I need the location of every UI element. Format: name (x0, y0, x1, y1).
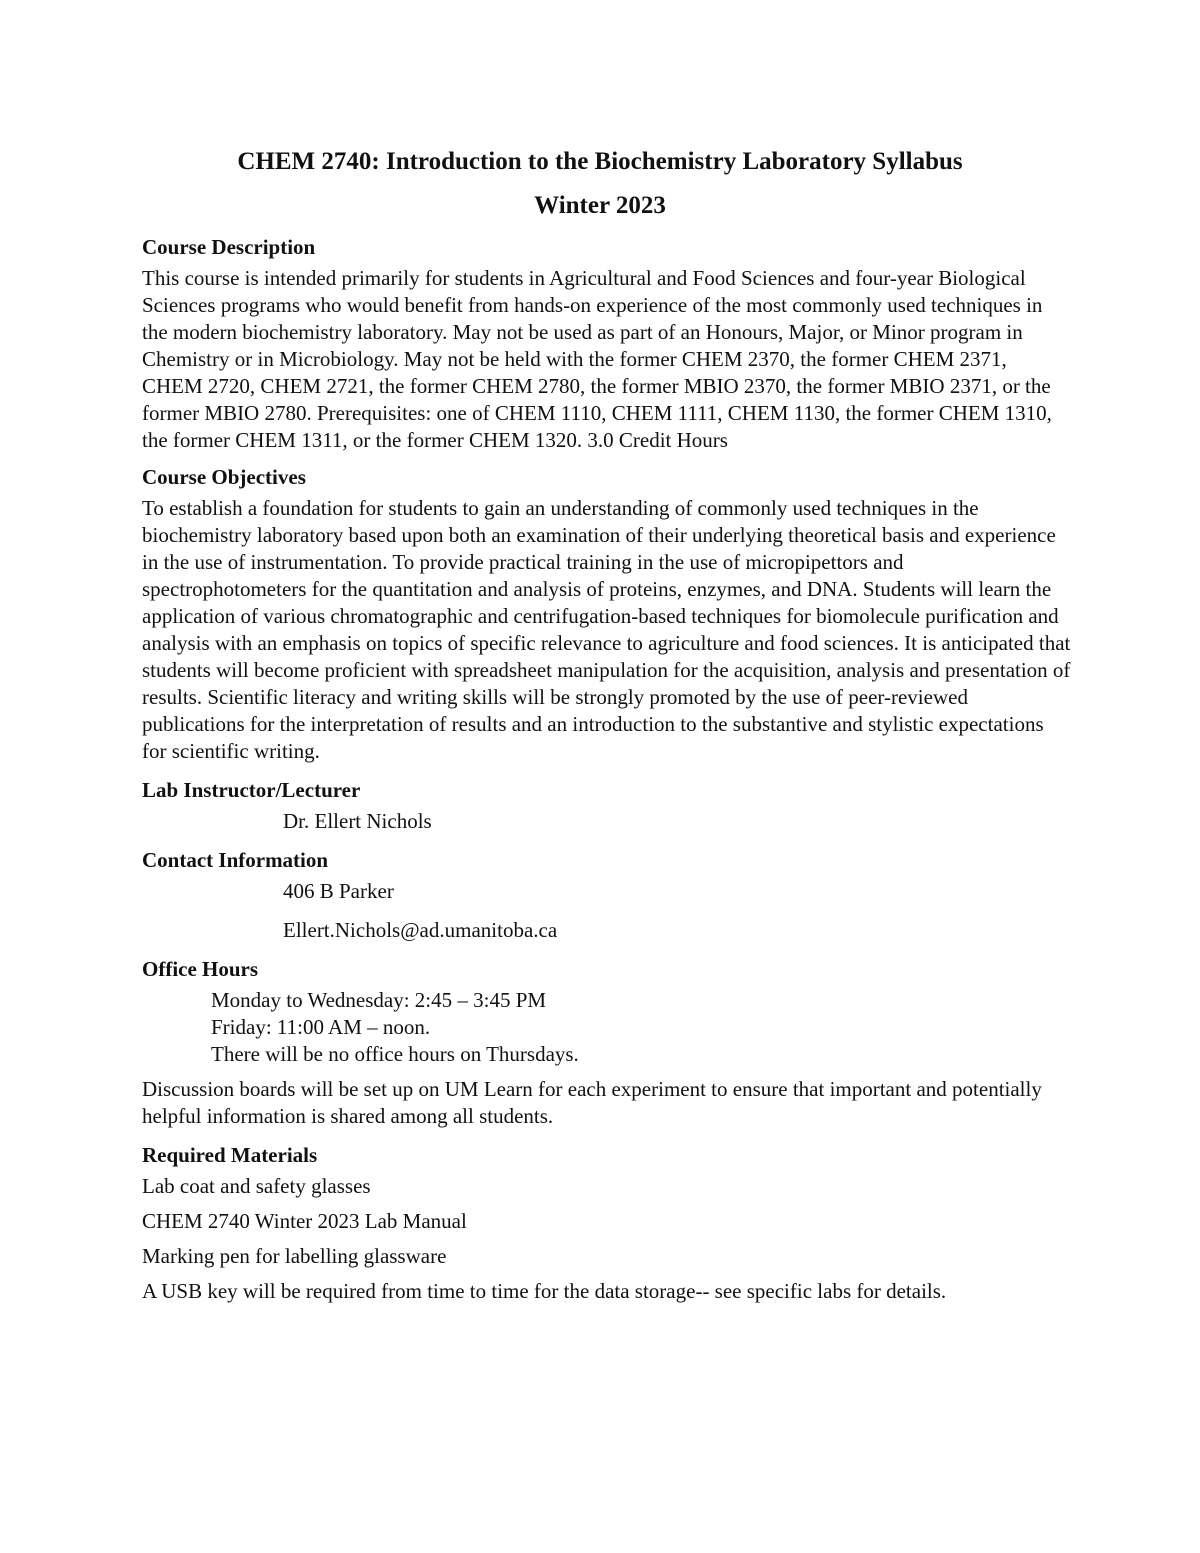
syllabus-page (142, 140, 1072, 1305)
material-item: A USB key will be required from time to time for the data storage-- see specific labs for details. (142, 1279, 947, 1303)
course-objectives-heading: Course Objectives (142, 465, 306, 489)
title-line-course: CHEM 2740: Introduction to the Biochemistry Laboratory Syllabus (237, 148, 963, 175)
course-description-section (142, 234, 1072, 454)
document-title (142, 140, 1058, 228)
office-hours-section (142, 956, 1072, 1068)
office-hours-heading: Office Hours (142, 957, 259, 981)
material-item: Lab coat and safety glasses (142, 1174, 371, 1198)
office-hours-line: Monday to Wednesday: 2:45 – 3:45 PM (211, 988, 547, 1012)
required-materials-section (142, 1142, 1072, 1305)
contact-office: 406 B Parker (283, 879, 394, 903)
instructor-name: Dr. Ellert Nichols (283, 809, 432, 833)
title-line-term: Winter 2023 (534, 192, 666, 219)
instructor-section (142, 777, 1072, 835)
material-item: Marking pen for labelling glassware (142, 1244, 447, 1268)
course-objectives-text: To establish a foundation for students to gain an understanding of commonly used techniques in the biochemistry laboratory based upon both an examination of their underlying theoretical basis and experience in the use of instrumentation. To provide practical training in the use of micropipettors and spectrophotometers for the quantitation and analysis of proteins, enzymes, and DNA. Students will learn the application of various chromatographic and centrifugation-based techniques for biomolecule purification and analysis with an emphasis on topics of specific relevance to agriculture and food sciences. It is anticipated that students will become proficient with spreadsheet manipulation for the acquisition, analysis and presentation of results. Scientific literacy and writing skills will be strongly promoted by the use of peer-reviewed publications for the interpretation of results and an introduction to the substantive and stylistic expectations for scientific writing. (142, 496, 1071, 763)
office-hours-line: Friday: 11:00 AM – noon. (211, 1015, 431, 1039)
course-description-heading: Course Description (142, 235, 316, 259)
office-hours-line: There will be no office hours on Thursdays. (211, 1042, 579, 1066)
instructor-heading: Lab Instructor/Lecturer (142, 778, 361, 802)
course-objectives-section (142, 464, 1072, 765)
material-item: CHEM 2740 Winter 2023 Lab Manual (142, 1209, 467, 1233)
required-materials-heading: Required Materials (142, 1143, 318, 1167)
contact-email: Ellert.Nichols@ad.umanitoba.ca (283, 918, 558, 942)
contact-section (142, 847, 1072, 944)
discussion-boards-text: Discussion boards will be set up on UM Learn for each experiment to ensure that important and potentially helpful information is shared among all students. (142, 1077, 1042, 1128)
course-description-text: This course is intended primarily for students in Agricultural and Food Sciences and four-year Biological Sciences programs who would benefit from hands-on experience of the most commonly used techniques in the modern biochemistry laboratory. May not be used as part of an Honours, Major, or Minor program in Chemistry or in Microbiology. May not be held with the former CHEM 2370, the former CHEM 2371, CHEM 2720, CHEM 2721, the former CHEM 2780, the former MBIO 2370, the former MBIO 2371, or the former MBIO 2780. Prerequisites: one of CHEM 1110, CHEM 1111, CHEM 1130, the former CHEM 1310, the former CHEM 1311, or the former CHEM 1320. 3.0 Credit Hours (142, 266, 1052, 452)
contact-heading: Contact Information (142, 848, 329, 872)
